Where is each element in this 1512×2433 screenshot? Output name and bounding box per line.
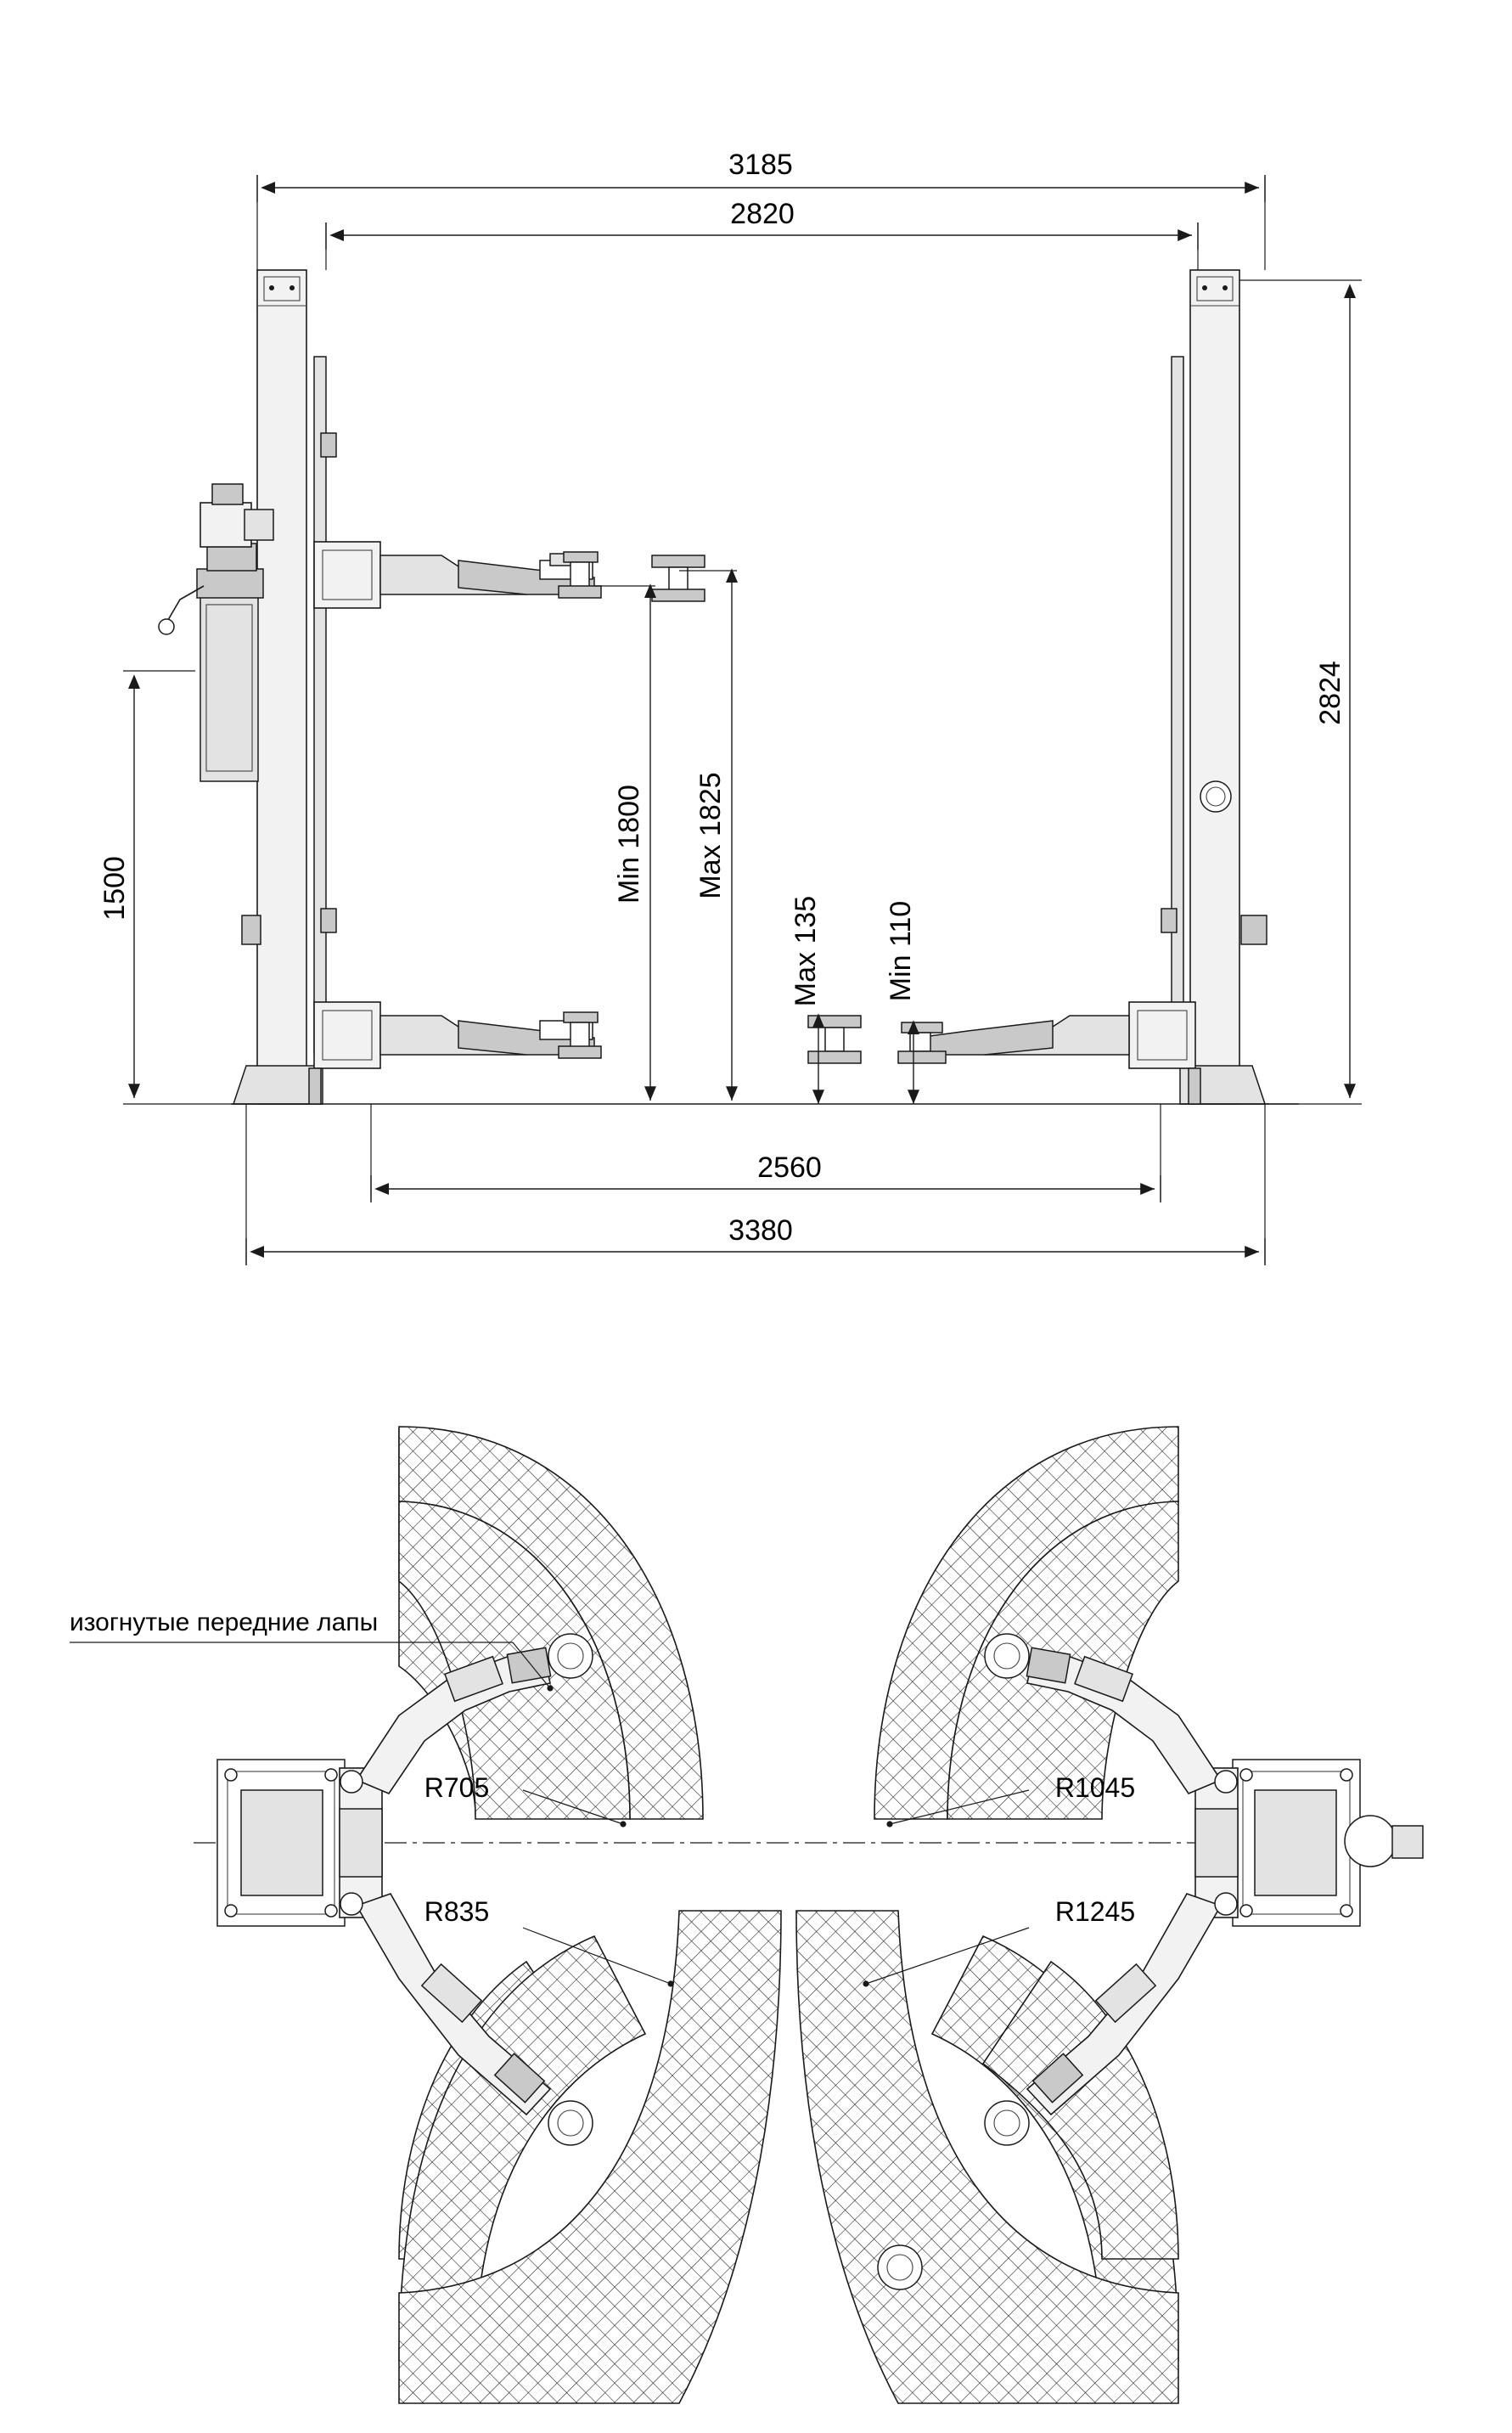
- radius-label-R705: R705: [424, 1772, 490, 1803]
- front-elevation-view: [98, 149, 1362, 1265]
- radius-label-R1245: R1245: [1054, 1896, 1136, 1927]
- lower-left-carriage-and-arms: [309, 1002, 601, 1104]
- dim-max-1825: [679, 571, 737, 1101]
- power-unit: [159, 484, 273, 781]
- dim-label-2560: 2560: [757, 1152, 822, 1184]
- upper-left-carriage-and-arms: [314, 542, 705, 608]
- radius-label-R835: R835: [424, 1896, 490, 1927]
- dim-min-110: [885, 901, 917, 1104]
- dim-label-max-135: Max 135: [790, 895, 822, 1007]
- dim-max-135: [790, 896, 822, 1104]
- arm-swing-plan-view: [70, 1427, 1423, 2403]
- dim-3380: [246, 1104, 1265, 1265]
- lower-right-carriage-and-arms: [917, 1002, 1200, 1104]
- dim-min-1800: [594, 586, 655, 1101]
- center-pads: [808, 1016, 946, 1063]
- dim-2560: [371, 1104, 1161, 1202]
- dim-label-max-1825: Max 1825: [694, 772, 727, 899]
- dim-label-3380: 3380: [728, 1214, 793, 1247]
- dim-label-1500: 1500: [98, 856, 131, 921]
- dim-label-3185: 3185: [728, 149, 793, 181]
- note-label: изогнутые передние лапы: [70, 1608, 379, 1636]
- dim-label-2820: 2820: [730, 198, 795, 230]
- dim-label-min-1800: Min 1800: [613, 785, 645, 904]
- dim-label-2824: 2824: [1314, 661, 1346, 725]
- dim-2824: [1239, 280, 1362, 1104]
- radius-label-R1045: R1045: [1054, 1772, 1136, 1803]
- dim-label-min-110: Min 110: [885, 900, 917, 1002]
- right-column: [1161, 270, 1269, 1104]
- dim-2820: [326, 198, 1198, 270]
